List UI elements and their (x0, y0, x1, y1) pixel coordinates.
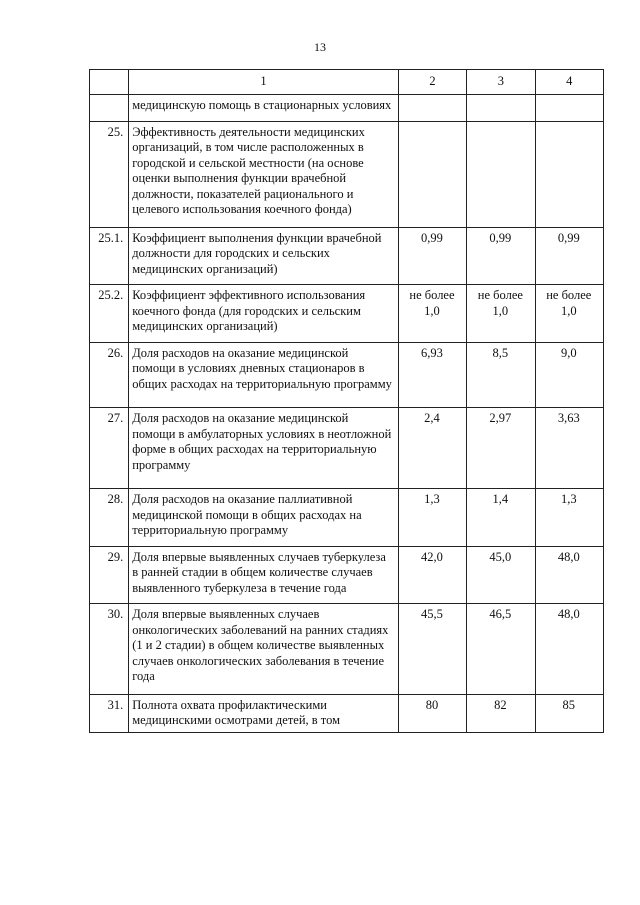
row-number: 31. (90, 694, 129, 732)
row-value-col4: 85 (535, 694, 603, 732)
row-value-col3: 2,97 (467, 408, 535, 489)
row-number (90, 95, 129, 122)
table-row (90, 604, 604, 695)
table-row (90, 408, 604, 489)
row-value-col3: не более 1,0 (467, 285, 535, 343)
row-value-col4: 9,0 (535, 342, 603, 408)
header-cell-num (90, 70, 129, 95)
row-number: 30. (90, 604, 129, 695)
table-row (90, 95, 604, 122)
row-value-col4: 48,0 (535, 604, 603, 695)
row-indicator-name: Доля впервые выявленных случаев онкологических заболеваний на ранних стадиях (1 и 2 стадии) в общем количестве выявленных случаев онкологических заболевания в течение года (129, 604, 399, 695)
header-cell-4: 4 (535, 70, 603, 95)
row-indicator-name: Доля расходов на оказание медицинской помощи в условиях дневных стационаров в общих расходах на территориальную программу (129, 342, 399, 408)
row-value-col4: 3,63 (535, 408, 603, 489)
row-value-col2: 80 (398, 694, 466, 732)
row-number: 25.1. (90, 227, 129, 285)
row-indicator-name: Эффективность деятельности медицинских организаций, в том числе расположенных в городской и сельской местности (на основе оценки выполнения функции врачебной должности, показателей рационального и целевого использования коечного фонда) (129, 121, 399, 227)
row-indicator-name: Полнота охвата профилактическими медицинскими осмотрами детей, в том (129, 694, 399, 732)
header-cell-1: 1 (129, 70, 399, 95)
row-value-col4: 48,0 (535, 546, 603, 604)
table-row (90, 546, 604, 604)
row-number: 29. (90, 546, 129, 604)
indicators-table (89, 69, 604, 733)
row-value-col2: 0,99 (398, 227, 466, 285)
row-number: 26. (90, 342, 129, 408)
row-indicator-name: Доля впервые выявленных случаев туберкулеза в ранней стадии в общем количестве случаев выявленного туберкулеза в течение года (129, 546, 399, 604)
header-cell-2: 2 (398, 70, 466, 95)
table-row (90, 489, 604, 547)
row-indicator-name: Коэффициент выполнения функции врачебной должности для городских и сельских медицинских организаций) (129, 227, 399, 285)
row-value-col2: 2,4 (398, 408, 466, 489)
row-value-col3 (467, 121, 535, 227)
row-indicator-name: Доля расходов на оказание медицинской помощи в амбулаторных условиях в неотложной форме в общих расходах на территориальную программу (129, 408, 399, 489)
table-row (90, 227, 604, 285)
row-value-col3: 82 (467, 694, 535, 732)
row-value-col2: 6,93 (398, 342, 466, 408)
row-value-col4: не более 1,0 (535, 285, 603, 343)
row-value-col3: 45,0 (467, 546, 535, 604)
row-value-col4: 0,99 (535, 227, 603, 285)
table-body (90, 95, 604, 733)
row-value-col2: 45,5 (398, 604, 466, 695)
row-value-col3: 8,5 (467, 342, 535, 408)
row-value-col2 (398, 121, 466, 227)
row-value-col4 (535, 121, 603, 227)
row-value-col2: не более 1,0 (398, 285, 466, 343)
row-value-col3 (467, 95, 535, 122)
page-number: 13 (314, 40, 326, 54)
row-value-col2: 1,3 (398, 489, 466, 547)
row-number: 27. (90, 408, 129, 489)
table-header-row (90, 70, 604, 95)
row-indicator-name: Доля расходов на оказание паллиативной медицинской помощи в общих расходах на территориальную программу (129, 489, 399, 547)
table-row (90, 694, 604, 732)
row-indicator-name: медицинскую помощь в стационарных условиях (129, 95, 399, 122)
row-value-col3: 46,5 (467, 604, 535, 695)
row-value-col4: 1,3 (535, 489, 603, 547)
row-value-col2 (398, 95, 466, 122)
row-number: 28. (90, 489, 129, 547)
row-value-col4 (535, 95, 603, 122)
row-number: 25. (90, 121, 129, 227)
row-indicator-name: Коэффициент эффективного использования коечного фонда (для городских и сельским медицинских организаций) (129, 285, 399, 343)
header-cell-3: 3 (467, 70, 535, 95)
table-row (90, 342, 604, 408)
table-row (90, 121, 604, 227)
row-number: 25.2. (90, 285, 129, 343)
row-value-col3: 0,99 (467, 227, 535, 285)
table-row (90, 285, 604, 343)
row-value-col2: 42,0 (398, 546, 466, 604)
row-value-col3: 1,4 (467, 489, 535, 547)
